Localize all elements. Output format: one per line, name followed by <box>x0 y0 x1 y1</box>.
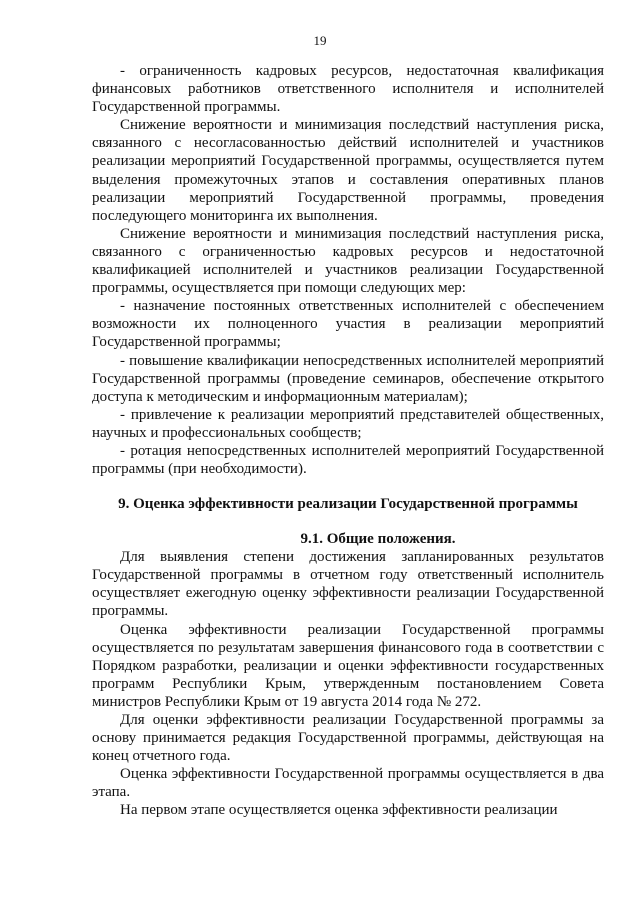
section-heading: 9. Оценка эффективности реализации Государственной программы <box>118 496 578 513</box>
list-item: - назначение постоянных ответственных исполнителей с обеспечением возможности их полноценного участия в реализации мероприятий Государственной программы; <box>92 298 604 351</box>
page-content <box>92 62 604 820</box>
paragraph: Снижение вероятности и минимизация последствий наступления риска, связанного с несогласованностью действий исполнителей и участников реализации мероприятий Государственной программы, осуществляется путем выделения промежуточных этапов и составления оперативных планов реализации мероприятий Государственной программы, проведения последующего мониторинга их выполнения. <box>92 117 604 224</box>
page-number: 19 <box>313 33 327 48</box>
paragraph: Оценка эффективности Государственной программы осуществляется в два этапа. <box>92 766 604 801</box>
list-item: - повышение квалификации непосредственных исполнителей мероприятий Государственной программы (проведение семинаров, обеспечение открытого доступа к методическим и информационным материалам); <box>92 352 604 405</box>
paragraph: Для оценки эффективности реализации Государственной программы за основу принимается редакция Государственной программы, действующая на конец отчетного года. <box>92 712 604 765</box>
paragraph: Для выявления степени достижения запланированных результатов Государственной программы в отчетном году ответственный исполнитель осуществляет ежегодную оценку эффективности реализации Государственной программы. <box>92 549 604 620</box>
paragraph: Снижение вероятности и минимизация последствий наступления риска, связанного с ограниченностью кадровых ресурсов и недостаточной квалификацией исполнителей и участников реализации Государственной программы, осуществляется при помощи следующих мер: <box>92 225 604 297</box>
paragraph: - ограниченность кадровых ресурсов, недостаточная квалификация финансовых работников ответственного исполнителя и исполнителей Государственной программы. <box>92 63 604 116</box>
list-item: - привлечение к реализации мероприятий представителей общественных, научных и профессиональных сообществ; <box>92 406 604 441</box>
subsection-heading: 9.1. Общие положения. <box>300 531 456 548</box>
paragraph: Оценка эффективности реализации Государственной программы осуществляется по результатам завершения финансового года в соответствии с Порядком разработки, реализации и оценки эффективности государственных программ Республики Крым, утвержденным постановлением Совета министров Республики Крым от 19 августа 2014 года № 272. <box>92 621 604 710</box>
list-item: - ротация непосредственных исполнителей мероприятий Государственной программы (при необходимости). <box>92 442 604 478</box>
paragraph: На первом этапе осуществляется оценка эффективности реализации <box>120 802 558 819</box>
